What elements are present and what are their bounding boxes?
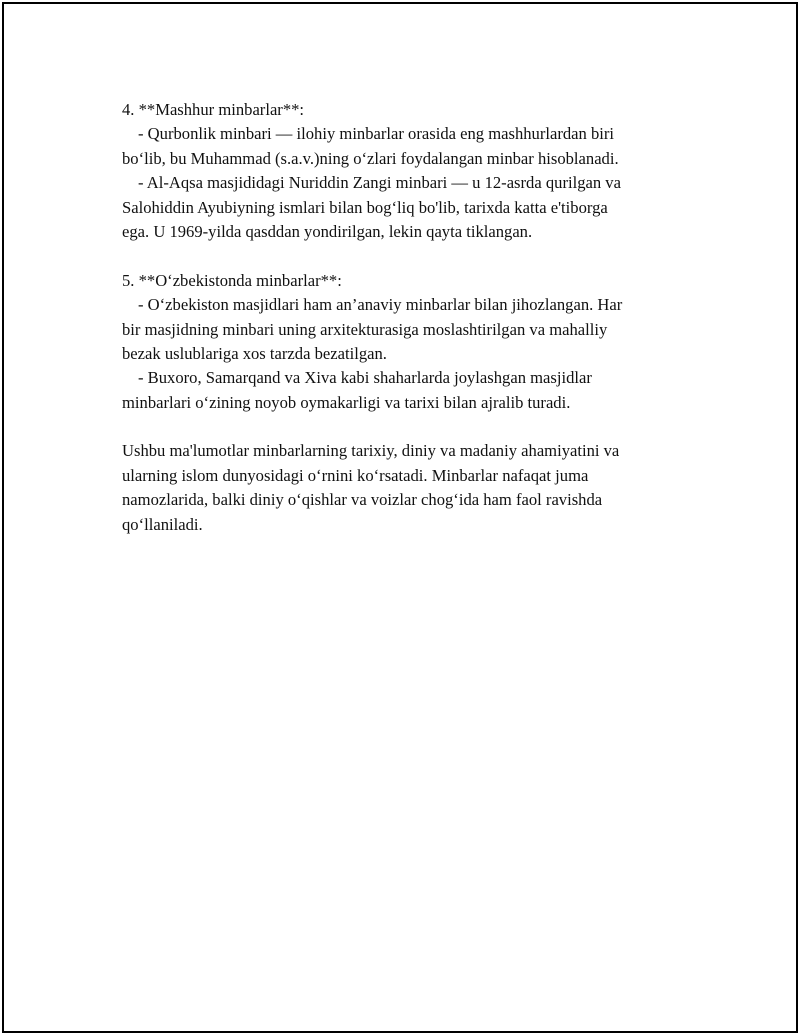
paragraph-line: namozlarida, balki diniy o‘qishlar va voizlar chog‘ida ham faol ravishda — [122, 490, 603, 510]
paragraph-line: Ushbu ma'lumotlar minbarlarning tarixiy, diniy va madaniy ahamiyatini va — [122, 441, 620, 461]
section-5-item-buxoro — [122, 366, 692, 415]
paragraph-line: qo‘llaniladi. — [122, 514, 203, 534]
conclusion-paragraph — [122, 439, 692, 537]
list-item-line: - Buxoro, Samarqand va Xiva kabi shaharlarda joylashgan masjidlar — [138, 368, 592, 388]
section-4-item-al-aqsa — [122, 171, 692, 244]
section-5-item-masjidlar — [122, 293, 692, 366]
list-item-line: - Qurbonlik minbari — ilohiy minbarlar orasida eng mashhurlardan biri — [138, 124, 615, 144]
paragraph-gap — [122, 415, 692, 439]
paragraph-line: ularning islom dunyosidagi o‘rnini ko‘rsatadi. Minbarlar nafaqat juma — [122, 465, 589, 485]
document-page — [2, 2, 798, 1033]
section-4-heading: 4. **Mashhur minbarlar**: — [122, 100, 305, 119]
section-4-item-qurbonlik — [122, 122, 692, 171]
section-4 — [122, 98, 692, 244]
document-body — [122, 98, 692, 537]
list-item-line: - Al-Aqsa masjididagi Nuriddin Zangi minbari — u 12-asrda qurilgan va — [138, 173, 621, 193]
list-item-line: Salohiddin Ayubiyning ismlari bilan bog‘liq bo'lib, tarixda katta e'tiborga — [122, 197, 608, 217]
list-item-line: bezak uslublariga xos tarzda bezatilgan. — [122, 343, 387, 363]
list-item-line: - O‘zbekiston masjidlari ham an’anaviy minbarlar bilan jihozlangan. Har — [138, 295, 623, 315]
list-item-line: ega. U 1969-yilda qasddan yondirilgan, lekin qayta tiklangan. — [122, 221, 533, 241]
list-item-line: minbarlari o‘zining noyob oymakarligi va tarixi bilan ajralib turadi. — [122, 392, 571, 412]
list-item-line: bo‘lib, bu Muhammad (s.a.v.)ning o‘zlari foydalangan minbar hisoblanadi. — [122, 148, 619, 168]
section-5 — [122, 269, 692, 415]
section-5-heading: 5. **O‘zbekistonda minbarlar**: — [122, 270, 342, 290]
paragraph-gap — [122, 244, 692, 268]
list-item-line: bir masjidning minbari uning arxitekturasiga moslashtirilgan va mahalliy — [122, 319, 608, 339]
